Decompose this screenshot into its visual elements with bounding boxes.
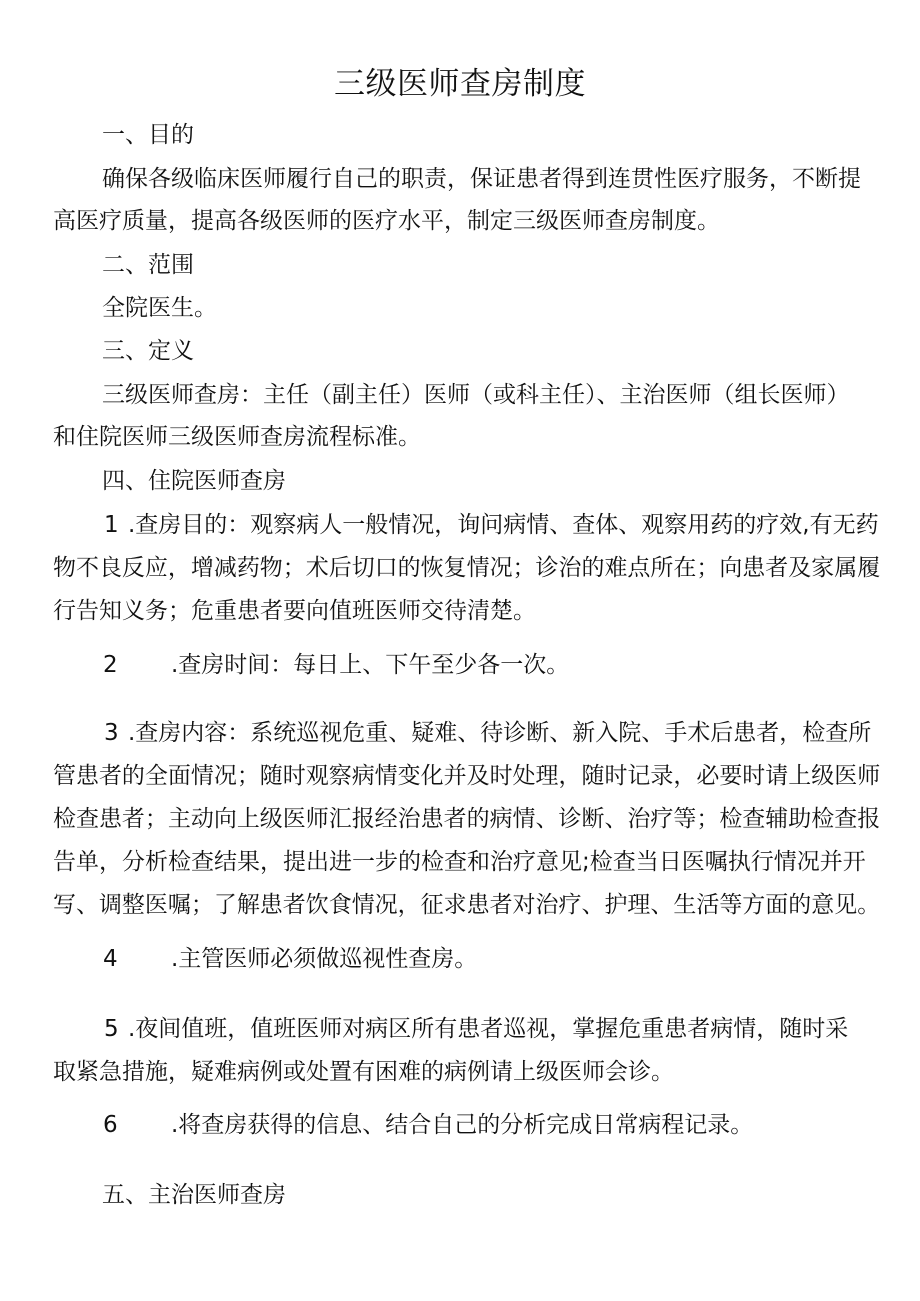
list-item-line: 告单，分析检查结果，提出进一步的检查和治疗意见;检查当日医嘱执行情况并开 <box>53 849 866 875</box>
paragraph-line: 三级医师查房：主任（副主任）医师（或科主任）、主治医师（组长医师） <box>102 382 850 408</box>
list-item-line: 行告知义务；危重患者要向值班医师交待清楚。 <box>53 598 536 624</box>
list-item-line: 写、调整医嘱；了解患者饮食情况，征求患者对治疗、护理、生活等方面的意见。 <box>53 892 881 918</box>
list-number: 6 <box>103 1112 118 1138</box>
list-item-line: 检查患者；主动向上级医师汇报经治患者的病情、诊断、治疗等；检查辅助检查报 <box>53 806 881 832</box>
section-heading-definition: 三、定义 <box>102 338 194 364</box>
paragraph-line: 确保各级临床医师履行自己的职责，保证患者得到连贯性医疗服务，不断提 <box>102 166 861 192</box>
list-item-line: .查房目的：观察病人一般情况，询问病情、查体、观察用药的疗效,有无药 <box>128 512 879 538</box>
list-item-line: .查房时间：每日上、下午至少各一次。 <box>171 652 570 678</box>
paragraph-line: 和住院医师三级医师查房流程标准。 <box>53 424 421 450</box>
list-item-line: 物不良反应，增减药物；术后切口的恢复情况；诊治的难点所在；向患者及家属履 <box>53 555 881 581</box>
section-heading-resident-rounds: 四、住院医师查房 <box>102 468 286 494</box>
list-item-line: 管患者的全面情况；随时观察病情变化并及时处理，随时记录，必要时请上级医师 <box>53 763 881 789</box>
list-item-line: .将查房获得的信息、结合自己的分析完成日常病程记录。 <box>171 1112 754 1138</box>
section-heading-purpose: 一、目的 <box>102 122 194 148</box>
paragraph-line: 全院医生。 <box>102 295 217 321</box>
list-number: 5 <box>104 1016 119 1042</box>
list-item-line: 取紧急措施，疑难病例或处置有困难的病例请上级医师会诊。 <box>53 1059 674 1085</box>
section-heading-scope: 二、范围 <box>102 252 194 278</box>
list-item-line: .夜间值班，值班医师对病区所有患者巡视，掌握危重患者病情，随时采 <box>128 1016 849 1042</box>
paragraph-line: 高医疗质量，提高各级医师的医疗水平，制定三级医师查房制度。 <box>53 208 720 234</box>
list-item-line: .查房内容：系统巡视危重、疑难、待诊断、新入院、手术后患者，检查所 <box>128 720 872 746</box>
list-number: 3 <box>104 720 119 746</box>
document-title: 三级医师查房制度 <box>334 66 586 102</box>
list-number: 1 <box>104 512 119 538</box>
list-item-line: .主管医师必须做巡视性查房。 <box>171 946 478 972</box>
list-number: 4 <box>103 946 118 972</box>
list-number: 2 <box>103 652 118 678</box>
section-heading-attending-rounds: 五、主治医师查房 <box>102 1182 286 1208</box>
